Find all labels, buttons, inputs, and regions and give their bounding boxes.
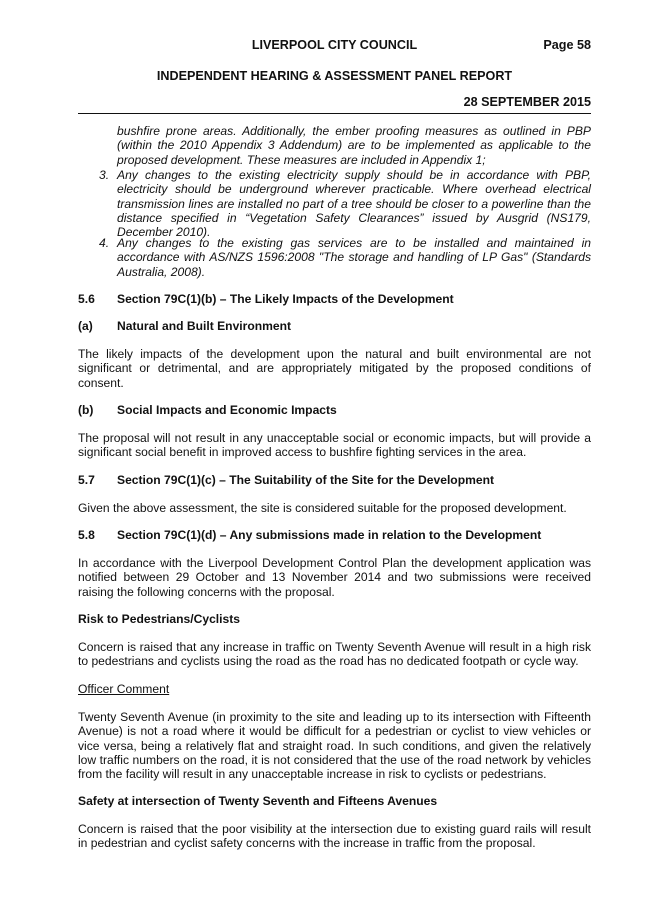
list-item-number: 4.: [99, 236, 110, 250]
section-number: 5.7: [78, 473, 95, 487]
list-continuation: bushfire prone areas. Additionally, the ember proofing measures as outlined in PBP (within the 2010 Appendix 3 Addendum) are to be implemented as applicable to the proposed development. These measures are included in Appendix 1;: [117, 124, 591, 167]
header-divider: [78, 113, 591, 114]
paragraph-social-impacts: The proposal will not result in any unacceptable social or economic impacts, but will provide a significant social benefit in improved access to bushfire fighting services in the area.: [78, 431, 591, 460]
heading-intersection-safety: Safety at intersection of Twenty Seventh and Fifteens Avenues: [78, 794, 438, 808]
header-row: [78, 38, 591, 54]
paragraph-natural-environment: The likely impacts of the development upon the natural and built environmental are not significant or detrimental, and are appropriately mitigated by the proposed conditions of consent.: [78, 347, 591, 390]
list-item-text: Any changes to the existing gas services are to be installed and maintained in accordance with AS/NZS 1596:2008 "The storage and handling of LP Gas" (Standards Australia, 2008).: [117, 236, 591, 279]
subsection-title: Natural and Built Environment: [117, 319, 292, 333]
subsection-number: (a): [78, 319, 93, 333]
section-number: 5.6: [78, 292, 95, 306]
section-title: Section 79C(1)(c) – The Suitability of the Site for the Development: [117, 473, 494, 487]
list-item-text: Any changes to the existing electricity supply should be in accordance with PBP, electricity should be underground wherever practicable. Where overhead electrical transmission lines are installed no part of a tree should be closer to a powerline than the distance specified in “Vegetation Safety Clearances” issued by Ausgrid (NS179, December 2010).: [117, 168, 591, 240]
paragraph-submissions: In accordance with the Liverpool Development Control Plan the development application was notified between 29 October and 13 November 2014 and two submissions were received raising the following concerns with the proposal.: [78, 556, 591, 599]
subsection-title: Social Impacts and Economic Impacts: [117, 403, 337, 417]
report-title: INDEPENDENT HEARING & ASSESSMENT PANEL REPORT: [156, 69, 513, 83]
page-number: Page 58: [543, 38, 591, 52]
report-date: 28 SEPTEMBER 2015: [463, 95, 591, 109]
heading-risk-pedestrians: Risk to Pedestrians/Cyclists: [78, 612, 240, 626]
section-title: Section 79C(1)(b) – The Likely Impacts of the Development: [117, 292, 454, 306]
paragraph-officer-comment: Twenty Seventh Avenue (in proximity to the site and leading up to its intersection with Fifteenth Avenue) is not a road where it would be difficult for a pedestrian or cyclist to view vehicles or vice versa, being a relatively flat and straight road. In such conditions, and given the relatively low traffic numbers on the road, it is not considered that the use of the road network by vehicles from the facility will result in any unacceptable increase in risk to cyclists or pedestrians.: [78, 710, 591, 782]
paragraph-risk-concern: Concern is raised that any increase in traffic on Twenty Seventh Avenue will result in a high risk to pedestrians and cyclists using the road as the road has no dedicated footpath or cycle way.: [78, 640, 591, 669]
paragraph-intersection-concern: Concern is raised that the poor visibility at the intersection due to existing guard rails will result in pedestrian and cyclist safety concerns with the increase in traffic from the proposal.: [78, 822, 591, 851]
heading-officer-comment: Officer Comment: [78, 682, 170, 696]
section-title: Section 79C(1)(d) – Any submissions made in relation to the Development: [117, 528, 542, 542]
list-item-number: 3.: [99, 168, 110, 182]
subsection-number: (b): [78, 403, 94, 417]
council-name: LIVERPOOL CITY COUNCIL: [251, 38, 418, 52]
list-item: [99, 168, 591, 239]
section-number: 5.8: [78, 528, 95, 542]
paragraph-site-suitability: Given the above assessment, the site is considered suitable for the proposed development.: [78, 501, 567, 515]
list-item: [99, 236, 591, 279]
